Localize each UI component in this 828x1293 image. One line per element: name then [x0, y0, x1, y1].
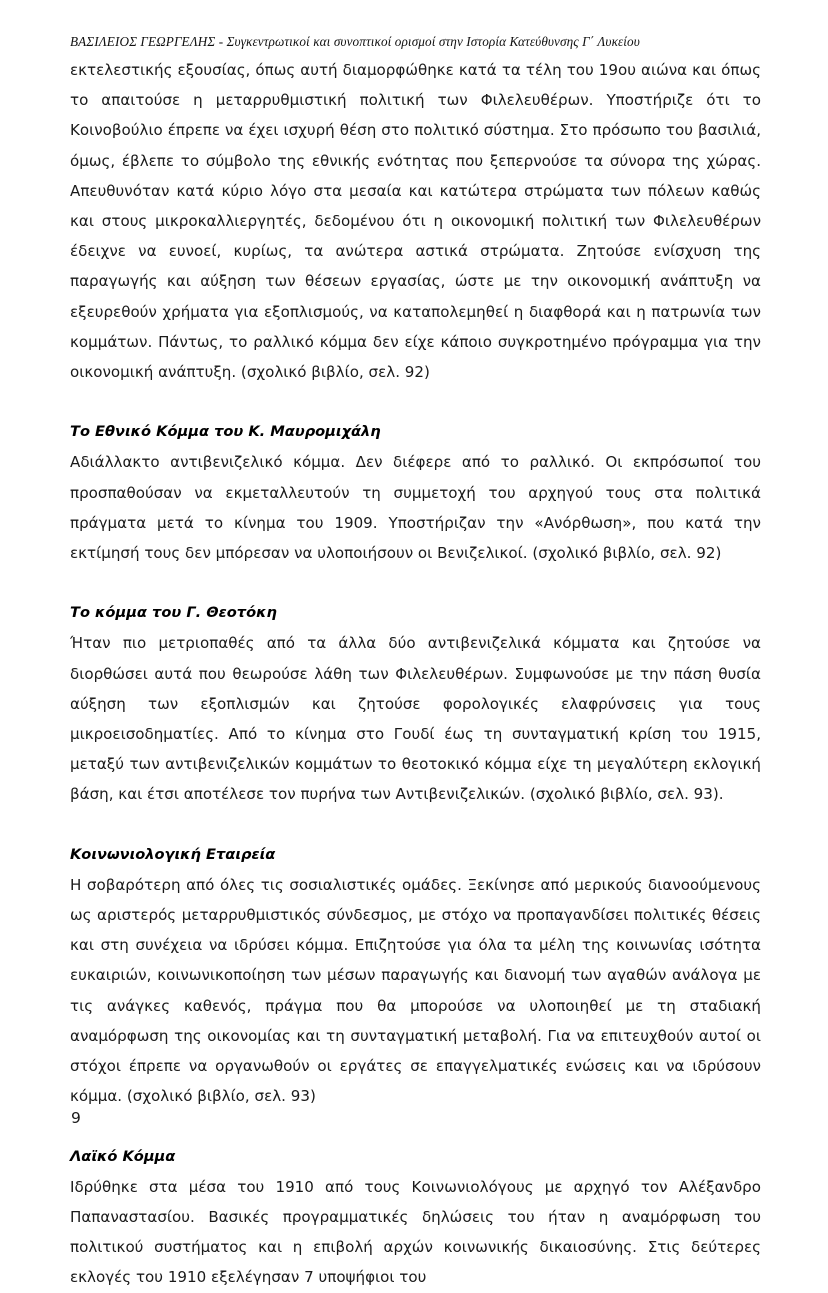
page-content	[70, 33, 761, 1293]
section-heading-koinoniologiki-etaireia: Κοινωνιολογική Εταιρεία	[70, 845, 276, 863]
running-header: ΒΑΣΙΛΕΙΟΣ ΓΕΩΡΓΕΛΗΣ - Συγκεντρωτικοί και συνοπτικοί ορισμοί στην Ιστορία Κατεύθυνσης Γ΄ Λυκείου	[70, 34, 640, 49]
section-spacer	[70, 1112, 761, 1142]
section-spacer	[70, 568, 761, 598]
section-paragraph-theotokis-komma: Ήταν πιο μετριοπαθές από τα άλλα δύο αντιβενιζελικά κόμματα και ζητούσε να διορθώσει αυτά που θεωρούσε λάθη των Φιλελευθέρων. Συμφωνούσε με την πάση θυσία αύξηση των εξοπλισμών και ζητούσε φορολογικές ελαφρύνσεις για τους μικροεισοδηματίες. Από το κίνημα στο Γουδί έως τη συνταγματική κρίση του 1915, μεταξύ των αντιβενιζελικών κομμάτων το θεοτοκικό κόμμα είχε τη μεγαλύτερη εκλογική βάση, και έτσι αποτέλεσε τον πυρήνα των Αντιβενιζελικών. (σχολικό βιβλίο, σελ. 93).	[70, 634, 761, 804]
page-number: 9	[71, 1109, 81, 1127]
section-heading-laiko-komma: Λαϊκό Κόμμα	[70, 1147, 176, 1165]
intro-paragraph: εκτελεστικής εξουσίας, όπως αυτή διαμορφώθηκε κατά τα τέλη του 19ου αιώνα και όπως το απαιτούσε η μεταρρυθμιστική πολιτική των Φιλελευθέρων. Υποστήριζε ότι το Κοινοβούλιο έπρεπε να έχει ισχυρή θέση στο πολιτικό σύστημα. Στο πρόσωπο του βασιλιά, όμως, έβλεπε το σύμβολο της εθνικής ενότητας που ξεπερνούσε τα σύνορα της χώρας. Απευθυνόταν κατά κύριο λόγο στα μεσαία και κατώτερα στρώματα των πόλεων καθώς και στους μικροκαλλιεργητές, δεδομένου ότι η οικονομική πολιτική των Φιλελευθέρων έδειχνε να ευνοεί, κυρίως, τα ανώτερα αστικά στρώματα. Ζητούσε ενίσχυση της παραγωγής και αύξηση των θέσεων εργασίας, ώστε με την οικονομική ανάπτυξη να εξευρεθούν χρήματα για εξοπλισμούς, να καταπολεμηθεί η διαφθορά και η πατρωνία των κομμάτων. Πάντως, το ραλλικό κόμμα δεν είχε κάποιο συγκροτημένο πρόγραμμα για την οικονομική ανάπτυξη. (σχολικό βιβλίο, σελ. 92)	[70, 61, 761, 382]
section-paragraph-koinoniologiki-etaireia: Η σοβαρότερη από όλες τις σοσιαλιστικές ομάδες. Ξεκίνησε από μερικούς διανοούμενους ως αριστερός μεταρρυθμιστικός σύνδεσμος, με στόχο να προπαγανδίσει πολιτικές θέσεις και στη συνέχεια να ιδρύσει κόμμα. Επιζητούσε για όλα τα μέλη της κοινωνίας ισότητα ευκαιριών, κοινωνικοποίηση των μέσων παραγωγής και διανομή των αγαθών ανάλογα με τις ανάγκες καθενός, πράγμα που θα μπορούσε να υλοποιηθεί με τη σταδιακή αναμόρφωση της οικονομίας και τη συνταγματική μεταβολή. Για να επιτευχθούν αυτοί οι στόχοι έπρεπε να οργανωθούν οι εργάτες σε επαγγελματικές ενώσεις και να ιδρύσουν κόμμα. (σχολικό βιβλίο, σελ. 93)	[70, 875, 761, 1106]
section-spacer	[70, 810, 761, 840]
section-heading-ethniko-komma: Το Εθνικό Κόμμα του Κ. Μαυρομιχάλη	[70, 423, 381, 441]
section-spacer	[70, 387, 761, 417]
section-paragraph-ethniko-komma: Αδιάλλακτο αντιβενιζελικό κόμμα. Δεν διέφερε από το ραλλικό. Οι εκπρόσωποί του προσπαθούσαν να εκμεταλλευτούν τη συμμετοχή του αρχηγού τους στα πολιτικά πράγματα μετά το κίνημα του 1909. Υποστήριζαν την «Ανόρθωση», που κατά την εκτίμησή τους δεν μπόρεσαν να υλοποιήσουν οι Βενιζελικοί. (σχολικό βιβλίο, σελ. 92)	[70, 453, 761, 563]
section-paragraph-laiko-komma: Ιδρύθηκε στα μέσα του 1910 από τους Κοινωνιολόγους με αρχηγό τον Αλέξανδρο Παπαναστασίου. Βασικές προγραμματικές δηλώσεις του ήταν η αναμόρφωση του πολιτικού συστήματος και η επιβολή αρχών κοινωνικής δικαιοσύνης. Στις δεύτερες εκλογές του 1910 εξελέγησαν 7 υποψήφιοι του	[70, 1177, 761, 1287]
section-heading-theotokis-komma: Το κόμμα του Γ. Θεοτόκη	[70, 604, 277, 622]
